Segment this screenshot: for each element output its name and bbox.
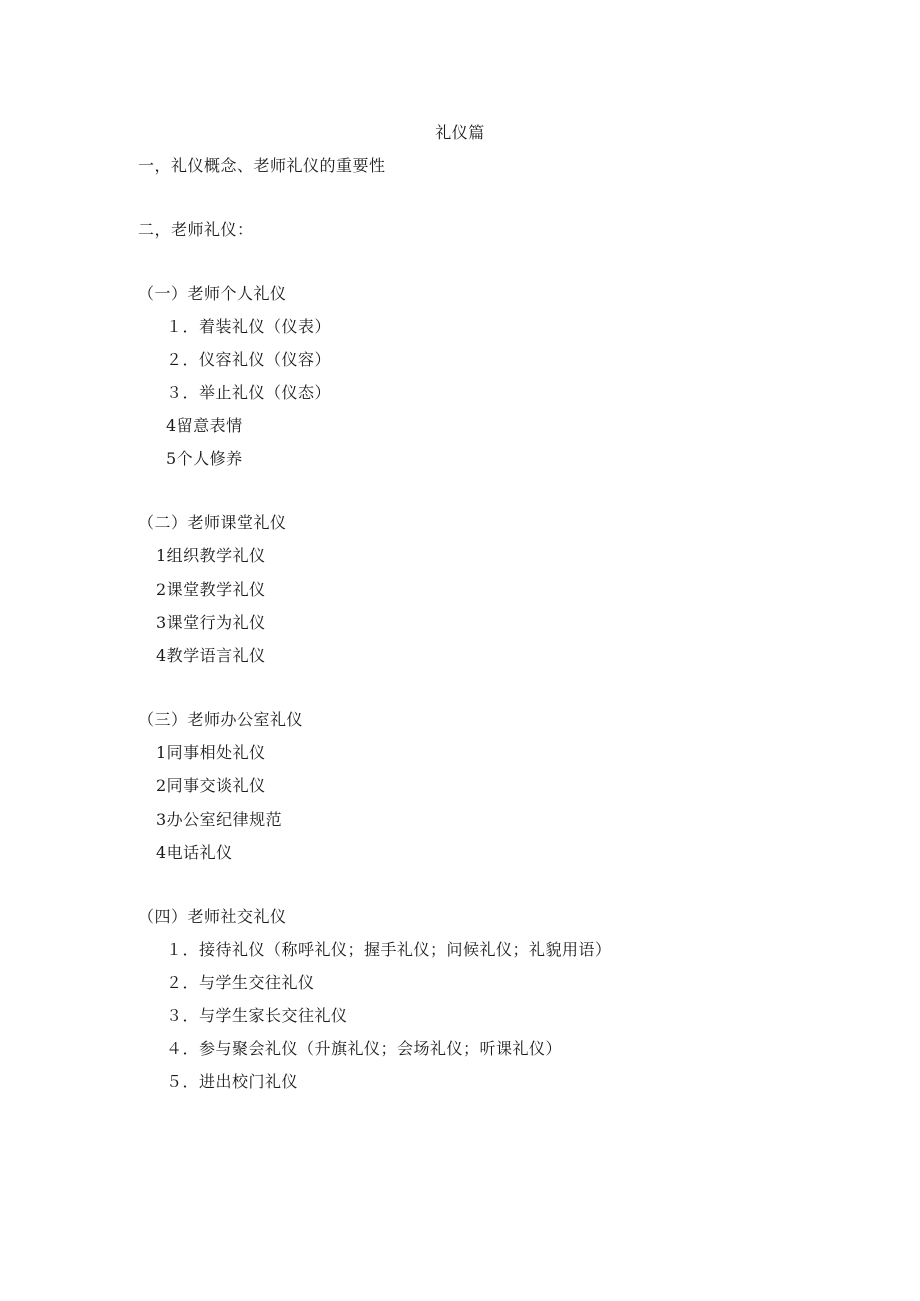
part-1-item: １．着装礼仪（仪表） [166, 317, 332, 336]
part-4-item: ２．与学生交往礼仪 [166, 973, 315, 992]
part-2-item: 3课堂行为礼仪 [156, 613, 266, 632]
part-3-heading: （三）老师办公室礼仪 [138, 710, 304, 729]
section-heading-2: 二，老师礼仪： [138, 220, 254, 239]
part-2-item: 4教学语言礼仪 [156, 646, 266, 665]
part-3-item: 1同事相处礼仪 [156, 743, 266, 762]
part-1-item: ３．举止礼仪（仪态） [166, 383, 332, 402]
part-4-item: １．接待礼仪（称呼礼仪；握手礼仪；问候礼仪；礼貌用语） [166, 940, 612, 959]
part-2-item: 2课堂教学礼仪 [156, 580, 266, 599]
part-1-item: ２．仪容礼仪（仪容） [166, 350, 332, 369]
part-1-item: 5个人修养 [166, 449, 243, 468]
part-1-item: 4留意表情 [166, 416, 243, 435]
part-2-item: 1组织教学礼仪 [156, 546, 266, 565]
document-title: 礼仪篇 [435, 123, 485, 142]
part-4-item: ５．进出校门礼仪 [166, 1072, 299, 1091]
part-1-heading: （一）老师个人礼仪 [138, 284, 287, 303]
part-3-item: 4电话礼仪 [156, 843, 233, 862]
section-heading-1: 一，礼仪概念、老师礼仪的重要性 [138, 156, 386, 175]
part-4-item: ４．参与聚会礼仪（升旗礼仪；会场礼仪；听课礼仪） [166, 1039, 563, 1058]
part-4-heading: （四）老师社交礼仪 [138, 907, 287, 926]
part-2-heading: （二）老师课堂礼仪 [138, 513, 287, 532]
part-3-item: 2同事交谈礼仪 [156, 776, 266, 795]
part-4-item: ３．与学生家长交往礼仪 [166, 1006, 348, 1025]
part-3-item: 3办公室纪律规范 [156, 810, 283, 829]
